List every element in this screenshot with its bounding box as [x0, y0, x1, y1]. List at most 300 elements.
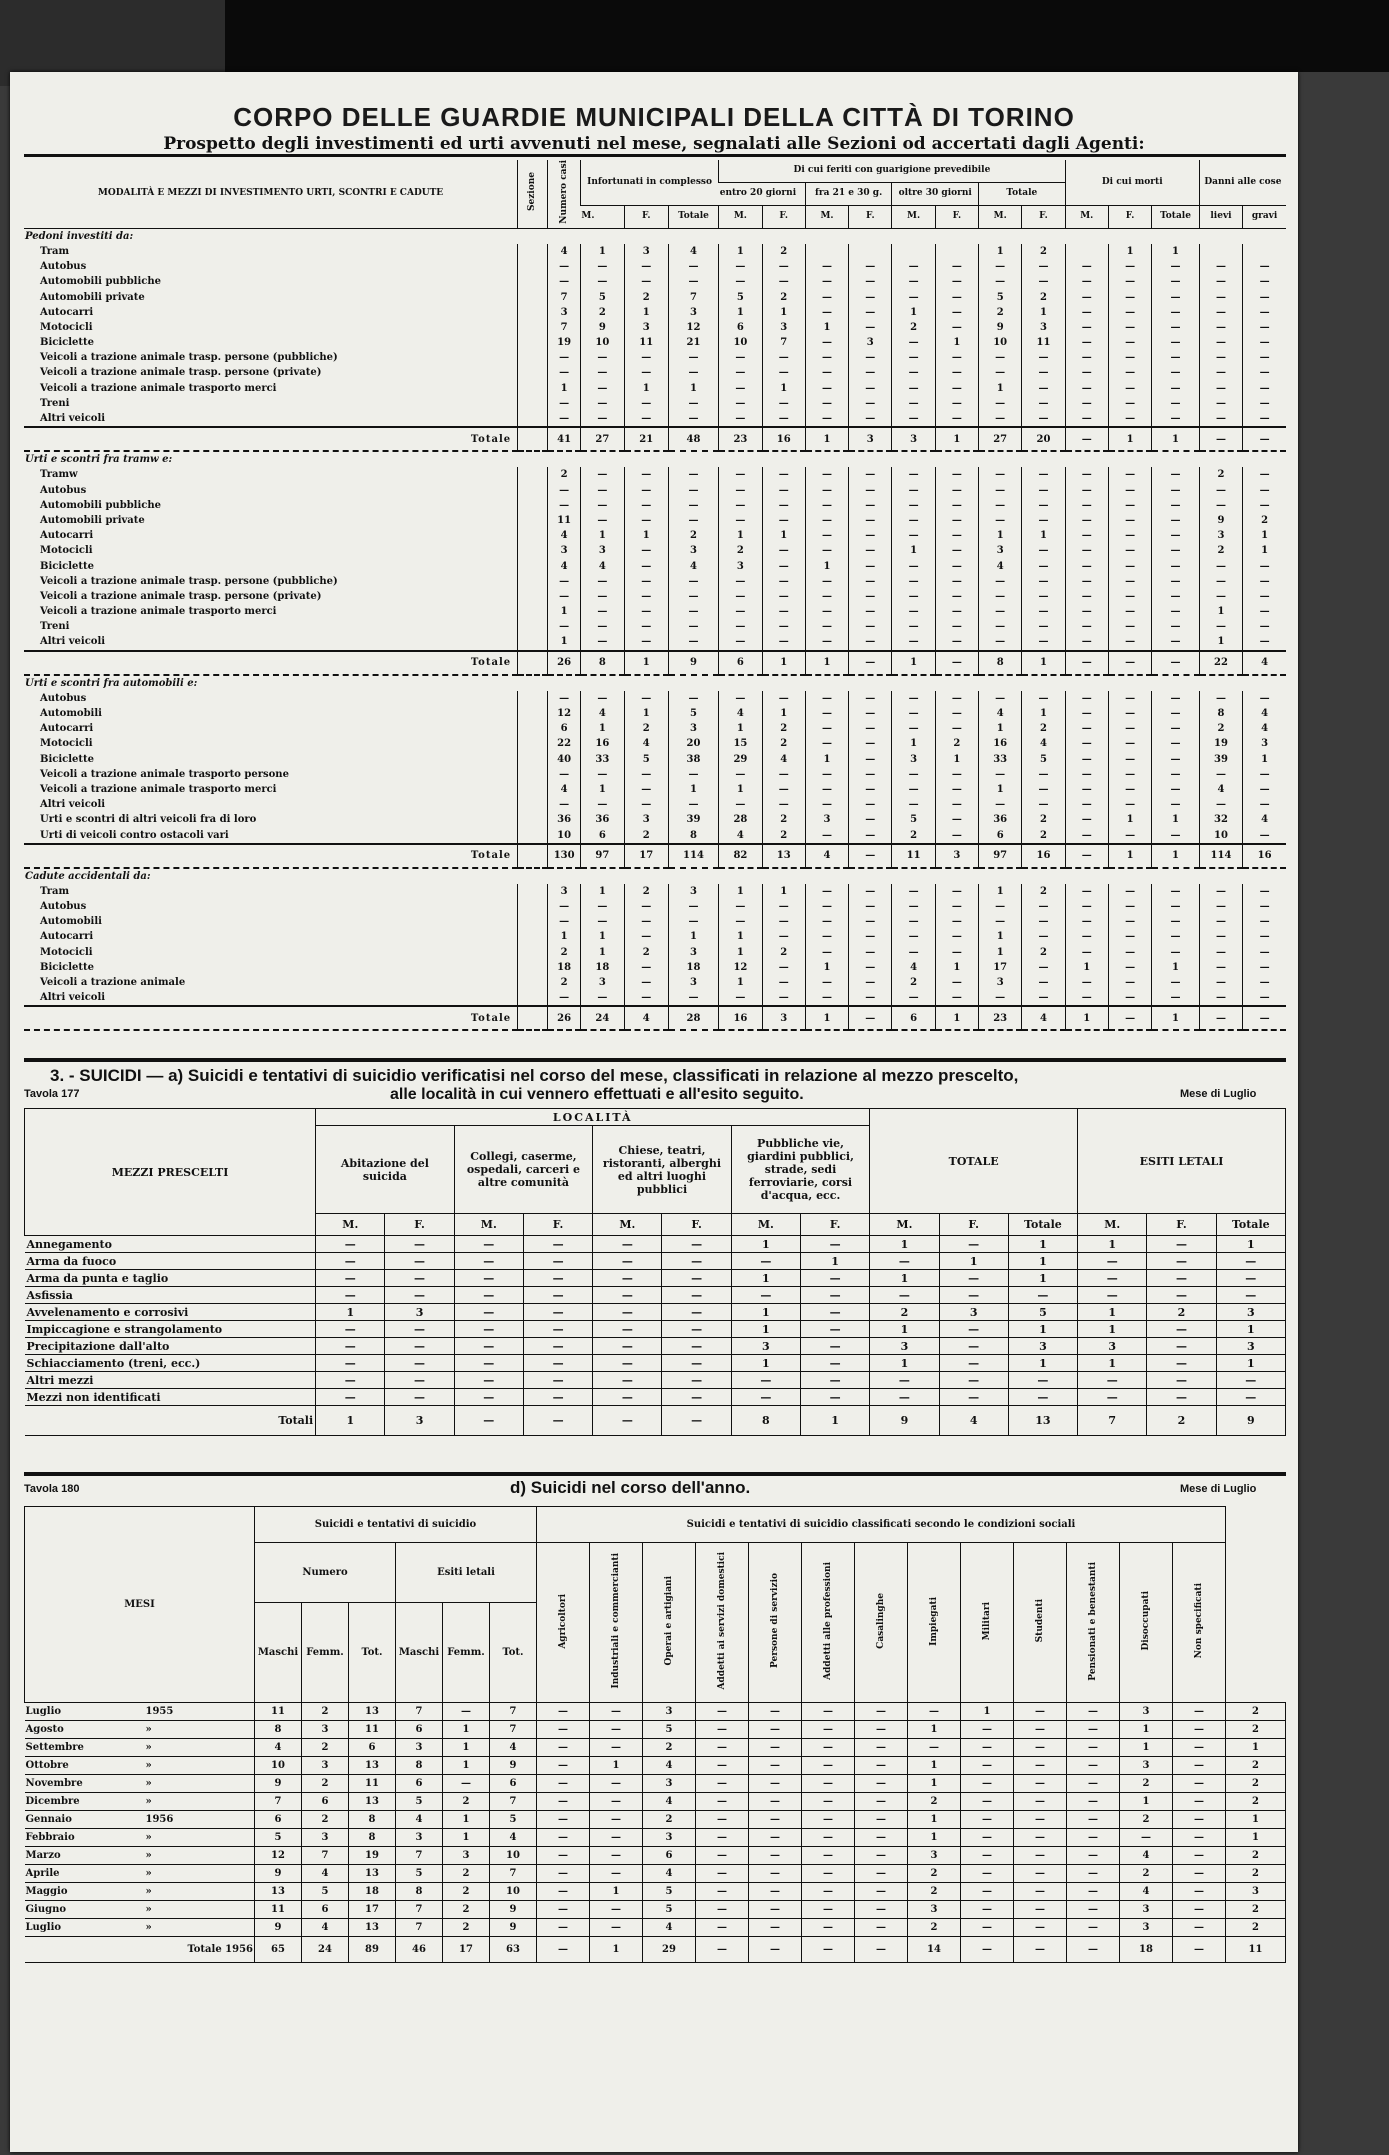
total-cell: 48 [668, 427, 719, 451]
total-cell: 9 [870, 1406, 939, 1436]
table-cell: — [939, 1287, 1008, 1304]
table-cell: 1 [580, 884, 624, 899]
table-cell: 1 [1078, 1236, 1147, 1253]
table-cell: — [1147, 1372, 1216, 1389]
table-cell: 20 [668, 736, 719, 751]
table-cell: — [580, 574, 624, 589]
table-row [24, 782, 1286, 797]
table-cell: — [548, 899, 580, 914]
total-cell: 1 [805, 1006, 848, 1030]
table-cell: — [749, 1811, 802, 1829]
total-cell: 23 [719, 427, 762, 451]
table-cell: — [580, 411, 624, 427]
table-cell: 6 [719, 320, 762, 335]
table-cell: — [1108, 305, 1151, 320]
table-cell: — [624, 975, 668, 990]
table-cell: — [939, 1389, 1008, 1406]
table-cell: — [523, 1270, 592, 1287]
table-cell: — [892, 498, 935, 513]
table-cell: — [1243, 990, 1286, 1006]
table-row [24, 990, 1286, 1006]
table-cell: — [805, 574, 848, 589]
row-label: Motocicli [40, 738, 93, 750]
table-cell: — [548, 574, 580, 589]
row-label: Annegamento [25, 1236, 316, 1253]
table-cell: — [1078, 1372, 1147, 1389]
table-cell: 6 [396, 1721, 443, 1739]
t3-social-head [1014, 1543, 1067, 1703]
table-cell: 1 [892, 736, 935, 751]
total-cell: 16 [1022, 844, 1065, 868]
table-cell [518, 483, 548, 498]
month-cell [25, 1775, 255, 1793]
table-cell: — [1108, 320, 1151, 335]
table-cell: — [935, 914, 978, 929]
table-cell: — [1243, 320, 1286, 335]
table-cell: 2 [1022, 945, 1065, 960]
table-cell: — [1152, 574, 1200, 589]
row-label: Biciclette [40, 961, 94, 973]
table-cell: — [849, 619, 892, 634]
table-cell: — [1022, 960, 1065, 975]
table-cell: 4 [580, 706, 624, 721]
table-cell: 2 [908, 1883, 961, 1901]
table-cell: — [979, 797, 1022, 812]
table-cell: 4 [643, 1757, 696, 1775]
table-cell: 1 [443, 1757, 490, 1775]
table-cell: — [1173, 1811, 1226, 1829]
total-cell: 1 [1022, 651, 1065, 675]
table-cell: 9 [490, 1901, 537, 1919]
total-cell: — [855, 1937, 908, 1963]
table-cell: 3 [548, 884, 580, 899]
table-cell: 3 [668, 945, 719, 960]
table-cell: — [719, 914, 762, 929]
table-cell: — [849, 797, 892, 812]
table-cell: — [1078, 1287, 1147, 1304]
table-cell: 4 [490, 1739, 537, 1757]
table-cell: — [1065, 543, 1108, 558]
table-cell: — [762, 259, 805, 274]
table-cell: 5 [490, 1811, 537, 1829]
table-cell [805, 244, 848, 259]
table-cell: 5 [643, 1721, 696, 1739]
table-cell: — [523, 1253, 592, 1270]
total-cell: 89 [349, 1937, 396, 1963]
table-row [24, 706, 1286, 721]
table-cell: 2 [1199, 543, 1242, 558]
table-cell: — [762, 498, 805, 513]
table-cell: — [855, 1793, 908, 1811]
table-cell: — [749, 1775, 802, 1793]
table-cell: — [624, 929, 668, 944]
table-cell: — [1022, 589, 1065, 604]
table-cell: 18 [548, 960, 580, 975]
table-cell: — [961, 1775, 1014, 1793]
table-cell [518, 721, 548, 736]
row-label: Automobili pubbliche [40, 276, 162, 288]
table-cell: — [979, 513, 1022, 528]
table-cell: — [1152, 945, 1200, 960]
table-row [24, 929, 1286, 944]
table-cell [518, 589, 548, 604]
table-cell: — [979, 350, 1022, 365]
table-row [24, 483, 1286, 498]
table-cell: 2 [302, 1775, 349, 1793]
table-cell: — [935, 706, 978, 721]
month-cell [25, 1883, 255, 1901]
total-cell: 27 [580, 427, 624, 451]
table-cell: — [1078, 1253, 1147, 1270]
total-cell: 1 [805, 427, 848, 451]
table-cell: 3 [668, 543, 719, 558]
total-cell: 6 [719, 651, 762, 675]
row-label: Precipitazione dall'alto [25, 1338, 316, 1355]
table-cell: 2 [443, 1901, 490, 1919]
table-cell: — [935, 619, 978, 634]
total-cell: 97 [979, 844, 1022, 868]
table-cell: 5 [580, 289, 624, 304]
table-row [24, 467, 1286, 482]
table-cell: 5 [979, 289, 1022, 304]
table-cell: 3 [1008, 1338, 1077, 1355]
table-cell: 5 [892, 812, 935, 827]
table-cell: 28 [719, 812, 762, 827]
table-cell: — [580, 619, 624, 634]
table-cell: 3 [624, 320, 668, 335]
table-cell: 3 [870, 1338, 939, 1355]
t1-total-row [24, 1006, 1286, 1030]
table-cell: — [805, 589, 848, 604]
table-row [25, 1775, 1286, 1793]
table-cell: — [1199, 411, 1242, 427]
table-row [25, 1236, 1286, 1253]
t2-subhead: F. [801, 1214, 870, 1236]
row-label: Autocarri [40, 723, 94, 735]
accidents-table [24, 160, 1286, 1031]
table-cell: — [1065, 381, 1108, 396]
table-cell [518, 320, 548, 335]
row-label: Altri veicoli [40, 636, 106, 648]
table-row [24, 812, 1286, 827]
table-cell: — [548, 396, 580, 411]
table-cell: 6 [255, 1811, 302, 1829]
table-cell: — [548, 691, 580, 706]
table-cell: 10 [979, 335, 1022, 350]
table-cell: — [935, 782, 978, 797]
table-cell: — [1014, 1775, 1067, 1793]
table-cell: 2 [302, 1739, 349, 1757]
table-row [24, 619, 1286, 634]
table-cell: — [668, 365, 719, 380]
table-cell: — [580, 634, 624, 650]
row-label: Autocarri [40, 931, 94, 943]
table-cell: 1 [979, 929, 1022, 944]
table-cell: 1 [719, 528, 762, 543]
table-cell: — [801, 1338, 870, 1355]
table-cell: — [855, 1883, 908, 1901]
table-cell: — [668, 467, 719, 482]
table-cell: — [762, 899, 805, 914]
year-label: » [145, 1742, 152, 1753]
table-cell: — [1108, 396, 1151, 411]
table-cell: — [805, 543, 848, 558]
t3-head-mesi: MESI [25, 1507, 255, 1703]
table-cell [518, 899, 548, 914]
row-label: Schiacciamento (treni, ecc.) [25, 1355, 316, 1372]
t2-total-row [25, 1406, 1286, 1436]
total-cell: — [961, 1937, 1014, 1963]
table-cell: — [624, 914, 668, 929]
table-cell: 2 [892, 975, 935, 990]
table-cell: — [548, 365, 580, 380]
table-cell: — [805, 767, 848, 782]
month-label: Febbraio [25, 1832, 75, 1843]
table-cell: — [590, 1901, 643, 1919]
table-cell: 2 [762, 812, 805, 827]
table-cell: — [590, 1865, 643, 1883]
t2-head-pubbliche: Pubbliche vie, giardini pubblici, strade, sedi ferroviarie, corsi d'acqua, ecc. [731, 1126, 870, 1214]
table-cell: 1 [443, 1811, 490, 1829]
table-cell: — [1173, 1703, 1226, 1721]
table-cell: — [537, 1847, 590, 1865]
table-cell: — [1243, 498, 1286, 513]
table-cell [518, 827, 548, 843]
table-cell: — [762, 589, 805, 604]
table-cell: 13 [349, 1793, 396, 1811]
t3-social-head [802, 1543, 855, 1703]
table-cell: — [1065, 914, 1108, 929]
table-cell: — [662, 1338, 731, 1355]
scan-dark-margin [0, 0, 1389, 72]
table-cell: — [1014, 1703, 1067, 1721]
t3-subhead: Femm. [443, 1603, 490, 1703]
table-cell: — [801, 1236, 870, 1253]
table-cell: — [719, 396, 762, 411]
table-cell: 1 [580, 528, 624, 543]
table-cell: 5 [719, 289, 762, 304]
t2-subhead: M. [593, 1214, 662, 1236]
row-label: Treni [40, 621, 70, 633]
row-label: Avvelenamento e corrosivi [25, 1304, 316, 1321]
table-cell: — [979, 259, 1022, 274]
table-cell: — [1173, 1721, 1226, 1739]
table-cell: — [696, 1901, 749, 1919]
table-cell: — [1065, 782, 1108, 797]
table-cell: — [1065, 350, 1108, 365]
table-cell: 6 [490, 1775, 537, 1793]
table-cell: — [1243, 289, 1286, 304]
table-cell: — [662, 1355, 731, 1372]
t2-subhead: M. [731, 1214, 800, 1236]
table-cell: 3 [979, 543, 1022, 558]
table-cell: — [580, 467, 624, 482]
table-cell: — [801, 1287, 870, 1304]
table-cell: — [1022, 483, 1065, 498]
total-cell: — [537, 1937, 590, 1963]
table-cell: — [1065, 259, 1108, 274]
row-label: Tram [40, 885, 70, 897]
table-cell: — [870, 1372, 939, 1389]
table-cell: — [935, 543, 978, 558]
year-label: » [145, 1832, 152, 1843]
t1-subhead: lievi [1199, 205, 1242, 228]
t3-subhead: Femm. [302, 1603, 349, 1703]
table-cell: — [805, 498, 848, 513]
table-cell: 7 [762, 335, 805, 350]
table-cell: — [593, 1355, 662, 1372]
table-cell: — [892, 899, 935, 914]
table-cell: — [1173, 1865, 1226, 1883]
table-cell [518, 914, 548, 929]
table-cell: — [1065, 396, 1108, 411]
table-cell: — [1152, 513, 1200, 528]
total-cell: — [454, 1406, 523, 1436]
table-cell [518, 960, 548, 975]
table-cell: — [801, 1321, 870, 1338]
table-cell: — [316, 1287, 385, 1304]
t3-subhead: Maschi [255, 1603, 302, 1703]
table-cell: 1 [1243, 528, 1286, 543]
table-cell [518, 634, 548, 650]
table-cell: 1 [1022, 528, 1065, 543]
table-cell: — [935, 558, 978, 573]
table-cell: — [1022, 782, 1065, 797]
table-cell: 1 [731, 1304, 800, 1321]
table-cell: — [1152, 914, 1200, 929]
total-cell: 11 [1226, 1937, 1286, 1963]
table-cell: — [1108, 884, 1151, 899]
table-cell: 3 [548, 305, 580, 320]
table-cell: 18 [580, 960, 624, 975]
table-cell: — [1108, 528, 1151, 543]
table-cell: — [590, 1919, 643, 1937]
table-cell: 1 [1152, 244, 1200, 259]
table-cell: — [719, 634, 762, 650]
table-cell: — [537, 1775, 590, 1793]
table-cell: — [892, 619, 935, 634]
t2-subhead: Totale [1008, 1214, 1077, 1236]
table-cell: — [1152, 411, 1200, 427]
table-cell: — [1022, 619, 1065, 634]
table-cell: — [892, 558, 935, 573]
table-cell: — [892, 396, 935, 411]
table-cell: 1 [1108, 244, 1151, 259]
total-cell: 13 [1008, 1406, 1077, 1436]
total-cell: — [849, 844, 892, 868]
table-cell: — [870, 1389, 939, 1406]
row-label: Automobili [40, 708, 102, 720]
table-cell: — [1065, 335, 1108, 350]
table-cell: — [749, 1721, 802, 1739]
table-cell: 7 [396, 1847, 443, 1865]
table-cell: — [454, 1338, 523, 1355]
table-row [24, 381, 1286, 396]
table-cell: — [1108, 975, 1151, 990]
table-cell: 3 [1120, 1901, 1173, 1919]
month-cell [25, 1811, 255, 1829]
table-cell: — [1067, 1775, 1120, 1793]
table-cell: — [855, 1901, 908, 1919]
t3-social-head [1120, 1543, 1173, 1703]
table-cell: — [668, 691, 719, 706]
table-cell: — [961, 1829, 1014, 1847]
table-cell [518, 706, 548, 721]
table-cell: — [1022, 574, 1065, 589]
table-cell: — [590, 1775, 643, 1793]
table-cell: 4 [255, 1739, 302, 1757]
row-label: Treni [40, 397, 70, 409]
table-cell: — [892, 381, 935, 396]
table-cell: 33 [979, 752, 1022, 767]
table-cell: — [1199, 797, 1242, 812]
table-cell: — [590, 1793, 643, 1811]
total-cell: 16 [1243, 844, 1286, 868]
table-cell: 3 [1120, 1919, 1173, 1937]
table-row [25, 1270, 1286, 1287]
total-cell: 3 [762, 1006, 805, 1030]
table-cell: 16 [979, 736, 1022, 751]
table-cell: 1 [1152, 812, 1200, 827]
table-cell: 2 [668, 528, 719, 543]
table-cell: 7 [668, 289, 719, 304]
table-row [25, 1389, 1286, 1406]
table-cell: — [849, 365, 892, 380]
table-cell: — [935, 589, 978, 604]
table-cell: 2 [1022, 721, 1065, 736]
table-cell: — [849, 604, 892, 619]
section-rule-2 [24, 1472, 1286, 1476]
table-cell: 2 [762, 945, 805, 960]
table-row [24, 244, 1286, 259]
table-row [25, 1338, 1286, 1355]
table-cell: 1 [801, 1253, 870, 1270]
t1-head-f1: entro 20 giorni [719, 182, 806, 205]
table-cell: — [805, 914, 848, 929]
total-cell: — [1108, 1006, 1151, 1030]
table-cell: — [1022, 899, 1065, 914]
table-cell: 1 [762, 305, 805, 320]
table-cell: 4 [643, 1865, 696, 1883]
month-label: Luglio [25, 1922, 62, 1933]
table-row [24, 604, 1286, 619]
table-cell: — [1243, 396, 1286, 411]
month-cell [25, 1703, 255, 1721]
table-cell: 9 [255, 1919, 302, 1937]
table-cell: — [979, 274, 1022, 289]
table-cell: — [316, 1253, 385, 1270]
table-cell: — [624, 411, 668, 427]
table-cell: — [1108, 289, 1151, 304]
table-cell: — [668, 274, 719, 289]
table-cell: 3 [668, 975, 719, 990]
table-cell: — [762, 975, 805, 990]
table-cell: 4 [1120, 1883, 1173, 1901]
table-cell: 1 [624, 305, 668, 320]
table-cell: — [801, 1304, 870, 1321]
table-cell [518, 990, 548, 1006]
table-cell: — [1173, 1847, 1226, 1865]
table-row [24, 558, 1286, 573]
total-cell: 17 [443, 1937, 490, 1963]
table-cell: 2 [979, 305, 1022, 320]
table-cell: 3 [1199, 528, 1242, 543]
table-cell: 1 [979, 782, 1022, 797]
table-cell: — [548, 259, 580, 274]
t3-social-head [1067, 1543, 1120, 1703]
row-label: Autocarri [40, 530, 94, 542]
table-cell: — [523, 1287, 592, 1304]
